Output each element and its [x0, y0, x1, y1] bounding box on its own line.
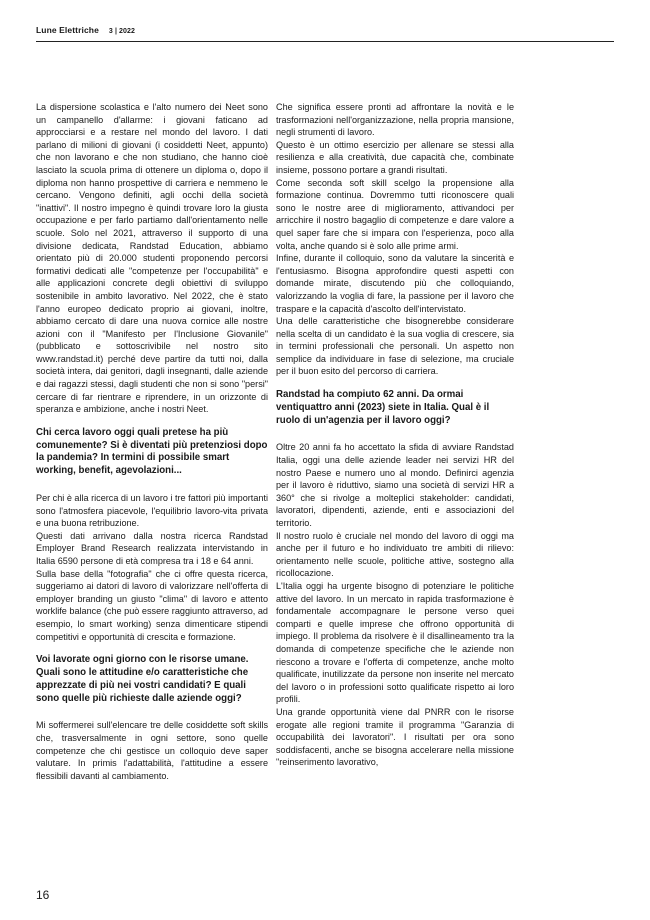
paragraph: Questi dati arrivano dalla nostra ricerca Randstad Employer Brand Research realizzata intervistando in Italia 6590 persone di età compresa tra i 18 e 64 anni. [36, 530, 268, 566]
paragraph: Sulla base della "fotografia" che ci offre questa ricerca, suggeriamo ai datori di lavoro di valorizzare nell'offerta di employer branding un giusto "clima" di lavoro e attento worklife balance (che può essere raggiunto attraverso, ad esempio, lo smart working) senza dimenticare stipendi competitivi e opportunità di crescita e formazione. [36, 568, 268, 642]
paragraph: Questo è un ottimo esercizio per allenare se stessi alla resilienza e alla creatività, due capacità che, combinate insieme, possono portare a grandi risultati. [276, 139, 514, 175]
page-number: 16 [36, 888, 50, 902]
paragraph: Una delle caratteristiche che bisognerebbe considerare nella scelta di un candidato è la sua voglia di crescere, sia in termini professionali che personali. Un aspetto non semplice da individuare in fase di selezione, ma cruciale per il buon esito del percorso di carriera. [276, 316, 514, 377]
left-column [36, 101, 268, 782]
paragraph: Il nostro ruolo è cruciale nel mondo del lavoro di oggi ma anche per il futuro e ho individuato tre ambiti di rilievo: orientamento nelle scuole, politiche attive, sostegno alla ricollocazione. [276, 530, 514, 579]
paragraph: Che significa essere pronti ad affrontare la novità e le trasformazioni nell'organizzazione, nella propria mansione, negli strumenti di lavoro. [276, 102, 514, 138]
paragraph: Mi soffermerei sull'elencare tre delle cosiddette soft skills che, trasversalmente in ogni settore, sono quelle competenze che chi gestisce un colloquio deve saper valutare. In primis l'adattabilità, l'attitudine a essere flessibili davanti al cambiamento. [36, 720, 268, 781]
paragraph: La dispersione scolastica e l'alto numero dei Neet sono un campanello d'allarme: i giovani faticano ad approcciarsi e a restare nel mondo del lavoro. I dati parlano di milioni di giovani (i cosiddetti Neet, appunto) che non lavorano e che non studiano, che hanno cioè lasciato la scuola prima di ottenere un diploma o, dopo il diploma non hanno prospettive di carriera e nemmeno le cercano. Vengono definiti, agli occhi della società "inattivi". Il nostro impegno è quindi trovare loro la giusta occupazione e per farlo partiamo dall'orientamento nelle scuole. Solo nel 2021, attraverso il supporto di una divisione dedicata, Randstad Education, abbiamo orientato più di 20.000 studenti proponendo percorsi formativi dedicati alle "competenze per l'occupabilità" e alle applicazioni concrete degli obiettivi di sviluppo sostenibile in ambito lavorativo. Nel 2022, che è stato l'anno europeo dedicato proprio ai giovani, inoltre, abbiamo cercato di dare una nuova cornice alle nostre azioni con il "Manifesto per l'Inclusione Giovanile" (pubblicato e sottoscrivibile nel nostro sito www.randstad.it) perché deve partire da tutti noi, dalla società intera, dai genitori, dagli insegnanti, dalle aziende e dai ragazzi stessi, dagli studenti che non si sono "persi" cercare di far rientrare e riprendere, in un orizzonte di speranza e ambizione, anche i nostri Neet. [36, 102, 268, 415]
running-head [36, 25, 135, 35]
paragraph: Una grande opportunità viene dal PNRR con le risorse erogate alle regioni tramite il programma "Garanzia di occupabilità dei lavoratori". I risultati per ora sono soddisfacenti, anche se bisogna accelerare nella missione "reinserimento lavorativo, [276, 706, 514, 768]
paragraph: Come seconda soft skill scelgo la propensione alla formazione continua. Dovremmo tutti riconoscere quali sono le nostre aree di miglioramento, attivandoci per arricchire il nostro bagaglio di competenze e dare valore a quel saper fare che si impara con l'esperienza, poco alla volta, anche quando si è solo alle prime armi. [276, 177, 514, 251]
paragraph: Infine, durante il colloquio, sono da valutare la sincerità e l'entusiasmo. Bisogna approfondire questi aspetti con domande mirate, discutendo più che colloquiando, valorizzando la voglia di fare, la passione per il lavoro che traspare e la capacità d'ascolto dell'intervistato. [276, 253, 514, 314]
issue-number: 3 | 2022 [108, 28, 136, 35]
question-heading: Randstad ha compiuto 62 anni. Da ormai ventiquattro anni (2023) siete in Italia. Qual è il ruolo di un'agenzia per il lavoro oggi? [276, 389, 490, 426]
question-heading: Chi cerca lavoro oggi quali pretese ha più comunemente? Si è diventati più pretenziosi dopo la pandemia? In termini di possibile smart working, benefit, agevolazioni... [36, 426, 268, 477]
right-column [276, 101, 514, 769]
header-rule [36, 41, 614, 42]
paragraph: L'Italia oggi ha urgente bisogno di potenziare le politiche attive del lavoro. In un mercato in rapida trasformazione è fondamentale accompagnare le persone verso quei comparti e quelle imprese che offrono opportunità di impiego. Il problema da risolvere è il disallineamento tra la domanda di competenze specifiche che le aziende non riescono a trovare e l'offerta di competenze, anche molto qualificate, inutilizzate da persone non inserite nel mercato del lavoro o in professioni sotto qualificate rispetto ai loro profili. [276, 580, 514, 705]
paragraph: Oltre 20 anni fa ho accettato la sfida di avviare Randstad Italia, oggi una delle aziende leader nei servizi HR del nostro Paese e numero uno al mondo. Definirci agenzia per il lavoro è riduttivo, siamo una società di servizi HR a 360° che si rivolge a molteplici stakeholder: candidati, lavoratori, dipendenti, aziende, enti e associazioni del territorio. [276, 442, 514, 529]
magazine-title: Lune Elettriche [36, 25, 99, 35]
question-heading: Voi lavorate ogni giorno con le risorse umane. Quali sono le attitudine e/o caratteristiche che apprezzate di più nei vostri candidati? E quali sono quelle più richieste dalle aziende oggi? [36, 654, 249, 704]
paragraph: Per chi è alla ricerca di un lavoro i tre fattori più importanti sono l'atmosfera piacevole, l'equilibrio lavoro-vita privata e una buona retribuzione. [36, 493, 268, 529]
